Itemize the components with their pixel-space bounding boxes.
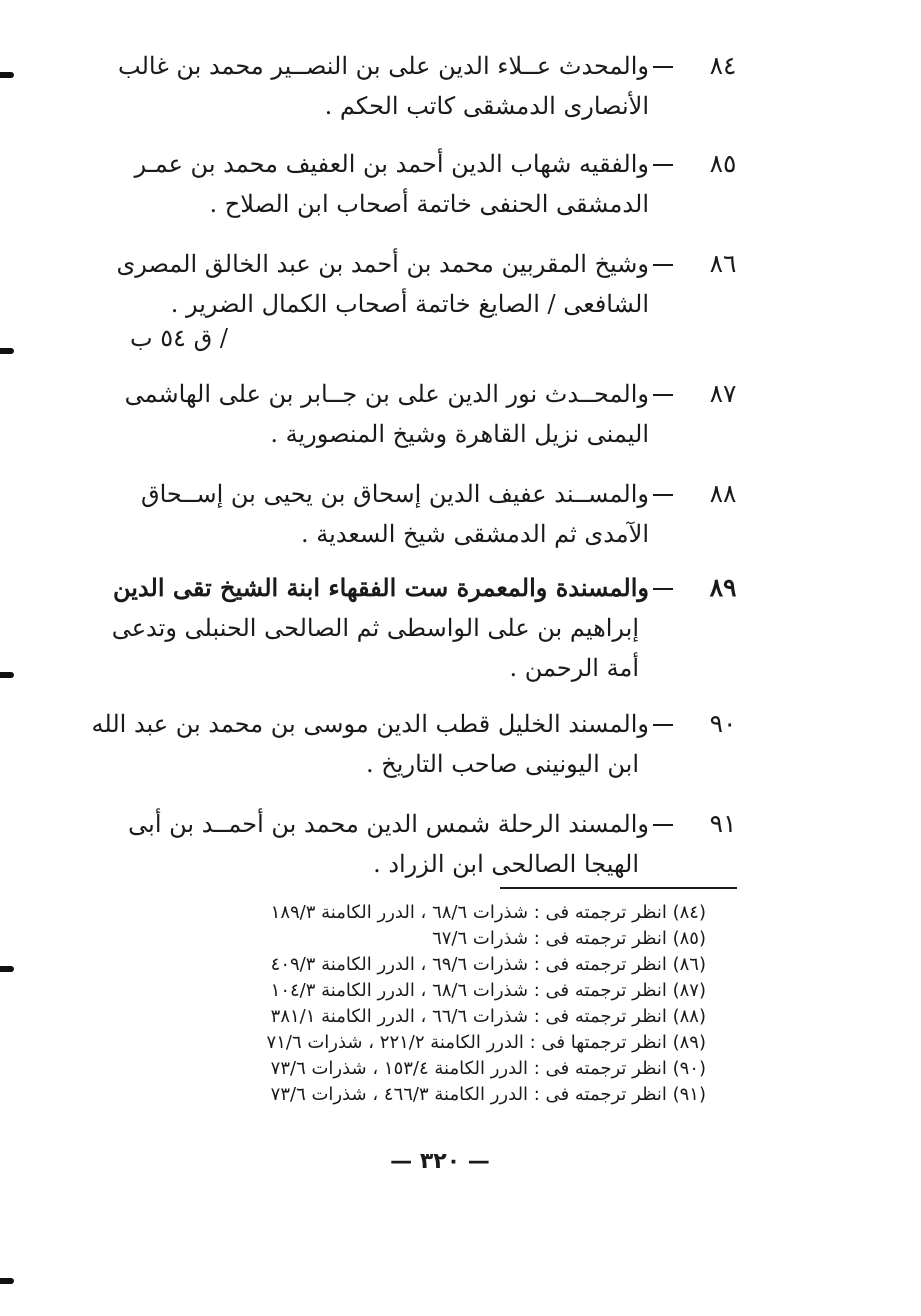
entry-number: ٨٥ [709, 149, 737, 178]
entry-dash [653, 724, 673, 726]
footnote: (٨٧) انظر ترجمته فى : شذرات ٦٨/٦ ، الدرر الكامنة ١٠٤/٣ [270, 980, 706, 1001]
footnote: (٨٥) انظر ترجمته فى : شذرات ٦٧/٦ [432, 928, 706, 949]
entry-88 [0, 474, 921, 548]
entry-dash [653, 66, 673, 68]
entry-85 [0, 144, 921, 218]
entry-dash [653, 164, 673, 166]
entry-text-line: والمسند الخليل قطب الدين موسى بن محمد بن عبد الله [91, 710, 649, 738]
scan-edge-mark [0, 966, 14, 972]
entry-text-line: والمحــدث نور الدين على بن جــابر بن على الهاشمى [124, 380, 649, 408]
entry-dash [653, 824, 673, 826]
entry-text-line: وشيخ المقربين محمد بن أحمد بن عبد الخالق المصرى [116, 250, 649, 278]
entry-number: ٨٨ [709, 479, 737, 508]
entry-87 [0, 374, 921, 448]
entry-number: ٨٦ [709, 249, 737, 278]
entry-84 [0, 46, 921, 120]
entry-dash [653, 494, 673, 496]
entry-text-line: والمسند الرحلة شمس الدين محمد بن أحمــد بن أبى [128, 810, 649, 838]
entry-text-line: والمسندة والمعمرة ست الفقهاء ابنة الشيخ تقى الدين [112, 573, 649, 602]
footnote: (٨٩) انظر ترجمتها فى : الدرر الكامنة ٢٢١/٢ ، شذرات ٧١/٦ [266, 1032, 706, 1053]
entry-dash [653, 588, 673, 590]
entry-number: ٨٩ [709, 573, 737, 602]
entry-dash [653, 264, 673, 266]
entry-text-line: الهيجا الصالحى ابن الزراد . [373, 850, 639, 878]
entry-text-line: الشافعى / الصايغ خاتمة أصحاب الكمال الضرير . [170, 290, 649, 318]
entry-86 [0, 244, 921, 352]
entry-text-line: والمحدث عــلاء الدين على بن النصــير محمد بن غالب [118, 52, 649, 80]
footnote: (٩١) انظر ترجمته فى : الدرر الكامنة ٤٦٦/٣ ، شذرات ٧٣/٦ [270, 1084, 706, 1105]
entry-text-line: إبراهيم بن على الواسطى ثم الصالحى الحنبلى وتدعى [111, 614, 639, 642]
entry-text-line: أمة الرحمن . [509, 654, 639, 682]
scan-edge-mark [0, 672, 14, 678]
entry-90 [0, 704, 921, 778]
footnote: (٨٤) انظر ترجمته فى : شذرات ٦٨/٦ ، الدرر الكامنة ١٨٩/٣ [270, 902, 706, 923]
entry-number: ٨٧ [709, 379, 737, 408]
footnote-divider [500, 887, 737, 889]
entry-dash [653, 394, 673, 396]
entry-text-line: والمســند عفيف الدين إسحاق بن يحيى بن إســحاق [140, 480, 649, 508]
scan-edge-mark [0, 348, 14, 354]
entry-text-line: والفقيه شهاب الدين أحمد بن العفيف محمد بن عمـر [134, 150, 649, 178]
manuscript-folio-marker: / ق ٥٤ ب [130, 324, 228, 352]
entry-91 [0, 804, 921, 878]
page-number: — ٣٢٠ — [390, 1149, 490, 1174]
entry-text-line: اليمنى نزيل القاهرة وشيخ المنصورية . [270, 420, 649, 448]
footnote: (٨٦) انظر ترجمته فى : شذرات ٦٩/٦ ، الدرر الكامنة ٤٠٩/٣ [270, 954, 706, 975]
scan-edge-mark [0, 1278, 14, 1284]
entry-number: ٩٠ [709, 709, 737, 738]
entry-text-line: الأنصارى الدمشقى كاتب الحكم . [324, 92, 649, 120]
entry-text-line: الآمدى ثم الدمشقى شيخ السعدية . [301, 520, 649, 548]
entry-number: ٩١ [709, 809, 737, 838]
footnote: (٩٠) انظر ترجمته فى : الدرر الكامنة ١٥٣/٤ ، شذرات ٧٣/٦ [270, 1058, 706, 1079]
entry-text-line: الدمشقى الحنفى خاتمة أصحاب ابن الصلاح . [209, 190, 649, 218]
footnote: (٨٨) انظر ترجمته فى : شذرات ٦٦/٦ ، الدرر الكامنة ٣٨١/١ [270, 1006, 706, 1027]
entry-89 [0, 568, 921, 682]
entry-number: ٨٤ [709, 51, 737, 80]
entry-text-line: ابن اليونينى صاحب التاريخ . [366, 750, 639, 778]
